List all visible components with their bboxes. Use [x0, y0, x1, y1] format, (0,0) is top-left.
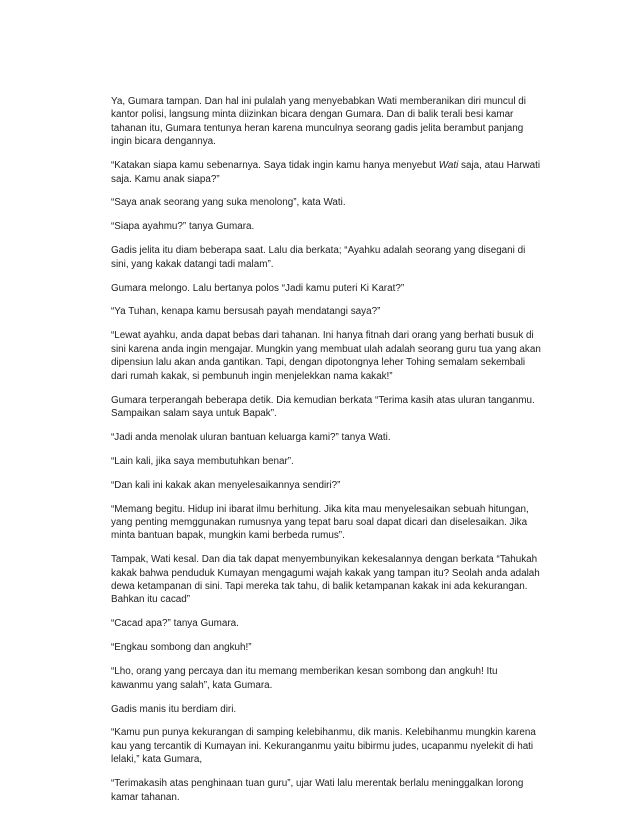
paragraph: Gadis jelita itu diam beberapa saat. Lalu dia berkata; “Ayahku adalah seorang yang disegani di sini, yang kakak datangi tadi malam”.: [111, 245, 526, 270]
paragraph: “Lain kali, jika saya membutuhkan benar”.: [111, 455, 294, 467]
emphasized-name: Wati: [438, 160, 459, 172]
paragraph: “Siapa ayahmu?” tanya Gumara.: [111, 221, 255, 233]
paragraph: Gadis manis itu berdiam diri.: [111, 703, 237, 715]
document-page: [111, 95, 541, 804]
paragraph: [111, 159, 541, 186]
paragraph: “Jadi anda menolak uluran bantuan keluarga kami?” tanya Wati.: [111, 431, 391, 443]
paragraph-text: “Katakan siapa kamu sebenarnya. Saya tidak ingin kamu hanya menyebut: [111, 160, 439, 172]
paragraph: Gumara terperangah beberapa detik. Dia kemudian berkata “Terima kasih atas uluran tanganmu. Sampaikan salam saya untuk Bapak”.: [111, 394, 535, 419]
paragraph: “Memang begitu. Hidup ini ibarat ilmu berhitung. Jika kita mau menyelesaikan sebuah hitungan, yang penting memggunakan rumusnya yang tepat baru soal dapat dicari dan diselesaikan. Jika minta bantuan bapak, mungkin kami berbeda rumus”.: [111, 503, 529, 542]
paragraph: “Terimakasih atas penghinaan tuan guru”, ujar Wati lalu merentak berlalu meninggalkan lorong kamar tahanan.: [111, 778, 524, 803]
paragraph: “Cacad apa?” tanya Gumara.: [111, 618, 239, 630]
paragraph: Tampak, Wati kesal. Dan dia tak dapat menyembunyikan kekesalannya dengan berkata “Tahukah kakak bahwa penduduk Kumayan mengagumi wajah kakak yang tampan itu? Seolah anda adalah dewa ketampanan di sini. Tapi mereka tak tahu, di balik ketampanan kakak ini ada kekurangan. Bahkan itu cacad”: [111, 554, 540, 606]
paragraph: “Dan kali ini kakak akan menyelesaikannya sendiri?”: [111, 479, 341, 491]
paragraph: “Ya Tuhan, kenapa kamu bersusah payah mendatangi saya?”: [111, 306, 381, 318]
paragraph: “Saya anak seorang yang suka menolong”, kata Wati.: [111, 197, 346, 209]
paragraph: “Lho, orang yang percaya dan itu memang memberikan kesan sombong dan angkuh! Itu kawanmu yang salah”, kata Gumara.: [111, 666, 498, 691]
paragraph-text: saja, atau Harwati saja. Kamu anak siapa?”: [111, 160, 541, 185]
paragraph: “Engkau sombong dan angkuh!”: [111, 642, 252, 654]
paragraph: “Kamu pun punya kekurangan di samping kelebihanmu, dik manis. Kelebihanmu mungkin karena kau yang tercantik di Kumayan ini. Kekuranganmu yaitu bibirmu judes, ucapanmu nyelekit di hati lelaki,” kata Gumara,: [111, 727, 536, 766]
paragraph: Gumara melongo. Lalu bertanya polos “Jadi kamu puteri Ki Karat?”: [111, 282, 405, 294]
paragraph: Ya, Gumara tampan. Dan hal ini pulalah yang menyebabkan Wati memberanikan diri muncul di kantor polisi, langsung minta diizinkan bicara dengan Gumara. Dan di balik terali besi kamar tahanan itu, Gumara tentunya heran karena munculnya seorang gadis jelita berambut panjang ingin bicara dengannya.: [111, 96, 526, 148]
paragraph: “Lewat ayahku, anda dapat bebas dari tahanan. Ini hanya fitnah dari orang yang berhati busuk di sini karena anda ingin mengajar. Mungkin yang membuat ulah adalah seorang guru tua yang akan dipensiun lalu akan anda gantikan. Tapi, dengan dipotongnya leher Tohing semalam sekembali dari rumah kakak, si pembunuh ingin menjelekkan nama kakak!”: [111, 330, 541, 382]
